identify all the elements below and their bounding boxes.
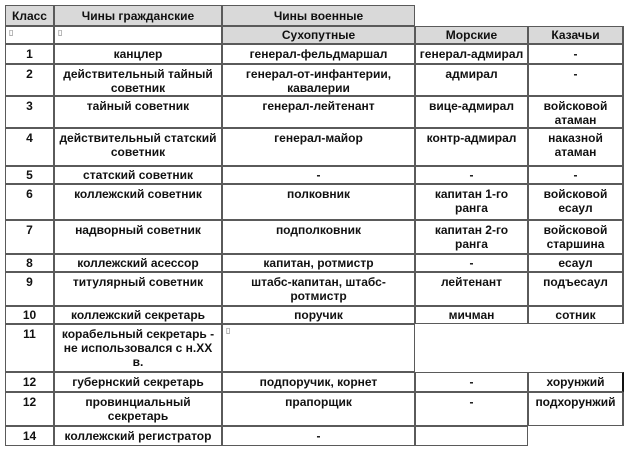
header-military: Чины военные (222, 5, 415, 26)
naval-rank-cell: - (415, 254, 528, 272)
placeholder-glyph-icon: ▯ (58, 28, 63, 37)
cossack-rank-cell: - (528, 166, 624, 184)
land-rank-cell: подполковник (222, 220, 415, 254)
cossack-rank-cell: - (528, 64, 624, 96)
naval-rank-cell (415, 426, 528, 446)
class-cell: 7 (5, 220, 54, 254)
civil-rank-cell: действительный тайный советник (54, 64, 222, 96)
civil-rank-cell: титулярный советник (54, 272, 222, 306)
civil-rank-cell: коллежский секретарь (54, 306, 222, 324)
civil-rank-cell: надворный советник (54, 220, 222, 254)
cossack-rank-cell: хорунжий (528, 372, 624, 392)
naval-rank-cell: контр-адмирал (415, 128, 528, 166)
cossack-rank-cell: подъесаул (528, 272, 624, 306)
land-rank-cell: капитан, ротмистр (222, 254, 415, 272)
civil-rank-cell: корабельный секретарь - не использовался с н.XX в. (54, 324, 222, 372)
class-cell: 4 (5, 128, 54, 166)
cossack-rank-cell: подхорунжий (528, 392, 624, 426)
header-civil: Чины гражданские (54, 5, 222, 26)
naval-rank-cell: адмирал (415, 64, 528, 96)
class-cell: 1 (5, 44, 54, 64)
header-class: Класс (5, 5, 54, 26)
header-blank-civil (54, 26, 222, 44)
naval-rank-cell: - (415, 372, 528, 392)
land-rank-cell: штабс-капитан, штабс-ротмистр (222, 272, 415, 306)
class-cell: 2 (5, 64, 54, 96)
class-cell: 6 (5, 184, 54, 220)
civil-rank-cell: тайный советник (54, 96, 222, 128)
cossack-rank-cell: сотник (528, 306, 624, 324)
header-blank-class (5, 26, 54, 44)
placeholder-glyph-icon: ▯ (226, 326, 231, 335)
naval-rank-cell: лейтенант (415, 272, 528, 306)
land-rank-cell: прапорщик (222, 392, 415, 426)
naval-rank-cell: вице-адмирал (415, 96, 528, 128)
land-rank-cell: генерал-майор (222, 128, 415, 166)
civil-rank-cell: статский советник (54, 166, 222, 184)
civil-rank-cell: коллежский асессор (54, 254, 222, 272)
land-rank-cell: полковник (222, 184, 415, 220)
header-land: Сухопутные (222, 26, 415, 44)
cossack-rank-cell: войсковой есаул (528, 184, 624, 220)
cossack-rank-cell: - (528, 44, 624, 64)
class-cell: 12 (5, 372, 54, 392)
naval-rank-cell: - (415, 392, 528, 426)
class-cell: 10 (5, 306, 54, 324)
class-cell: 12 (5, 392, 54, 426)
civil-rank-cell: коллежский советник (54, 184, 222, 220)
class-cell: 5 (5, 166, 54, 184)
naval-rank-cell: капитан 1-го ранга (415, 184, 528, 220)
class-cell: 3 (5, 96, 54, 128)
land-rank-cell: поручик (222, 306, 415, 324)
land-rank-cell: - (222, 166, 415, 184)
class-cell: 9 (5, 272, 54, 306)
land-rank-cell: - (222, 426, 415, 446)
land-rank-cell: подпоручик, корнет (222, 372, 415, 392)
civil-rank-cell: провинциальный секретарь (54, 392, 222, 426)
land-rank-cell: генерал-фельдмаршал (222, 44, 415, 64)
civil-rank-cell: губернский секретарь (54, 372, 222, 392)
cossack-rank-cell: войсковой старшина (528, 220, 624, 254)
land-rank-cell: генерал-лейтенант (222, 96, 415, 128)
class-cell: 11 (5, 324, 54, 372)
class-cell: 14 (5, 426, 54, 446)
civil-rank-cell: канцлер (54, 44, 222, 64)
class-cell: 8 (5, 254, 54, 272)
header-naval: Морские (415, 26, 528, 44)
cossack-rank-cell: есаул (528, 254, 624, 272)
header-cossack: Казачьи (528, 26, 624, 44)
naval-rank-cell: капитан 2-го ранга (415, 220, 528, 254)
civil-rank-cell: действительный статский советник (54, 128, 222, 166)
cossack-rank-cell: войсковой атаман (528, 96, 624, 128)
cossack-rank-cell: наказной атаман (528, 128, 624, 166)
naval-rank-cell: генерал-адмирал (415, 44, 528, 64)
naval-rank-cell: - (415, 166, 528, 184)
empty-military-cell (222, 324, 415, 372)
placeholder-glyph-icon: ▯ (9, 28, 14, 37)
land-rank-cell: генерал-от-инфантерии, кавалерии (222, 64, 415, 96)
civil-rank-cell: коллежский регистратор (54, 426, 222, 446)
naval-rank-cell: мичман (415, 306, 528, 324)
